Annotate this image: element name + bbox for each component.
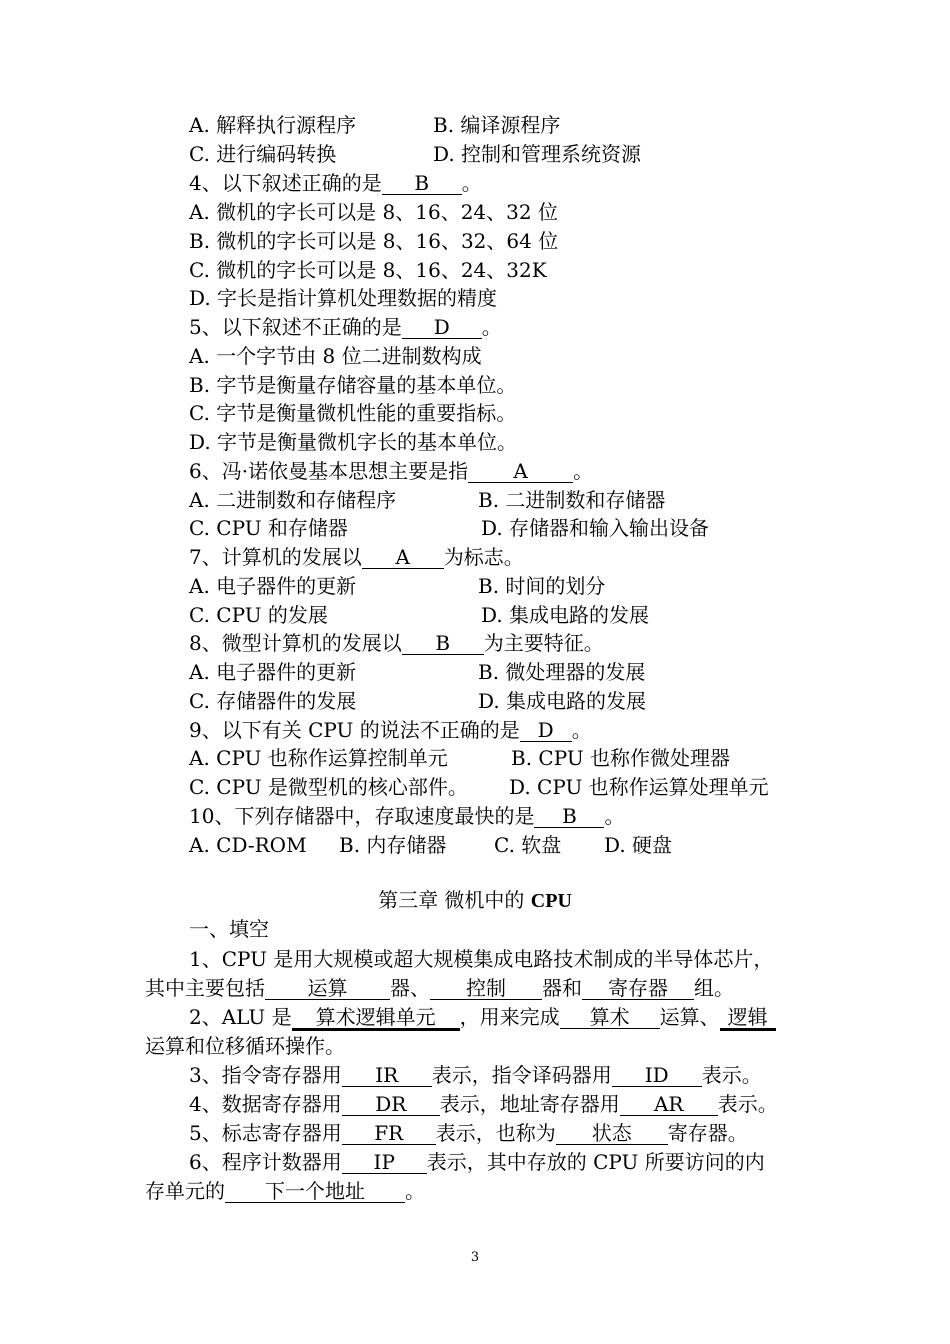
fill1-mid1: 器、: [390, 976, 430, 1000]
fill5-answer-1: FR: [342, 1122, 436, 1145]
q7-option-d: D. 集成电路的发展: [481, 603, 650, 627]
fill4-prefix: 4、数据寄存器用: [189, 1092, 342, 1116]
chapter-title-text: 第三章 微机中的: [378, 888, 531, 912]
q9-prefix: 9、以下有关 CPU 的说法不正确的是: [189, 718, 520, 742]
q4-option-c: C. 微机的字长可以是 8、16、24、32K: [189, 258, 547, 282]
q7-answer-blank: A: [362, 546, 444, 569]
fill5-mid: 表示，也称为: [435, 1121, 556, 1145]
q5-option-a: A. 一个字节由 8 位二进制数构成: [189, 344, 482, 368]
page-number: 3: [470, 1250, 480, 1265]
q9-option-c: C. CPU 是微型机的核心部件。: [189, 775, 468, 799]
q5-option-b: B. 字节是衡量存储容量的基本单位。: [189, 373, 517, 397]
fill6-mid: 表示，其中存放的 CPU 所要访问的内: [426, 1150, 765, 1174]
q7-question: [189, 544, 524, 570]
q4-option-b: B. 微机的字长可以是 8、16、32、64 位: [189, 229, 559, 253]
fill6-line2: [145, 1178, 425, 1204]
q5-suffix: 。: [481, 315, 502, 339]
q10-question: [189, 803, 624, 829]
fill4-end: 表示。: [717, 1092, 778, 1116]
chapter-title: [0, 887, 950, 914]
fill1-end: 组。: [694, 976, 734, 1000]
q10-option-d: D. 硬盘: [604, 833, 673, 857]
q8-question: [189, 630, 604, 656]
fill4-mid: 表示，地址寄存器用: [439, 1092, 620, 1116]
q10-option-a: A. CD-ROM: [189, 833, 307, 857]
q4-prefix: 4、以下叙述正确的是: [189, 171, 382, 195]
q6-prefix: 6、冯·诺依曼基本思想主要是指: [189, 459, 469, 483]
q9-suffix: 。: [571, 718, 592, 742]
fill2-answer-1: 算术逻辑单元: [292, 1006, 460, 1031]
fill5-answer-2: 状态: [556, 1122, 668, 1145]
q5-question: [189, 314, 502, 340]
fill2-line1: [189, 1004, 776, 1031]
fill3-end: 表示。: [701, 1063, 762, 1087]
q6-option-c: C. CPU 和存储器: [189, 516, 348, 540]
fill4-answer-1: DR: [342, 1093, 440, 1116]
q4-question: [189, 170, 482, 196]
q9-option-d: D. CPU 也称作运算处理单元: [509, 775, 769, 799]
q3-option-c: C. 进行编码转换: [189, 142, 337, 166]
fill1-answer-3: 寄存器: [582, 977, 694, 1000]
fill1-prefix: 其中主要包括: [145, 976, 265, 1000]
fill1-answer-1: 运算: [265, 977, 390, 1000]
q3-option-d: D. 控制和管理系统资源: [433, 142, 642, 166]
fill1-line1: 1、CPU 是用大规模或超大规模集成电路技术制成的半导体芯片，: [189, 947, 774, 971]
q5-prefix: 5、以下叙述不正确的是: [189, 315, 402, 339]
fill6-end: 。: [405, 1179, 425, 1203]
fill5-line: [189, 1120, 748, 1146]
fill6-prefix2: 存单元的: [145, 1179, 225, 1203]
q9-question: [189, 717, 592, 743]
fill2-mid2: 运算、: [659, 1005, 720, 1029]
q7-option-a: A. 电子器件的更新: [189, 574, 357, 598]
fill6-line1: [189, 1149, 765, 1175]
fill1-mid2: 器和: [542, 976, 582, 1000]
fill3-answer-2: ID: [612, 1064, 702, 1087]
q10-option-b: B. 内存储器: [339, 833, 447, 857]
fill6-answer-1: IP: [342, 1151, 427, 1174]
fill2-mid1: ，用来完成: [459, 1005, 560, 1029]
fill2-prefix: 2、ALU 是: [189, 1005, 292, 1029]
q4-suffix: 。: [461, 171, 482, 195]
q10-prefix: 10、下列存储器中，存取速度最快的是: [189, 804, 535, 828]
q6-suffix: 。: [573, 459, 594, 483]
q4-answer-blank: B: [382, 172, 462, 195]
fill2-line2: 运算和位移循环操作。: [145, 1034, 345, 1058]
q5-answer-blank: D: [402, 316, 482, 339]
fill2-answer-2: 算术: [560, 1006, 660, 1029]
q5-option-c: C. 字节是衡量微机性能的重要指标。: [189, 401, 517, 425]
fill5-end: 寄存器。: [667, 1121, 748, 1145]
fill1-answer-2: 控制: [430, 977, 542, 1000]
q6-option-d: D. 存储器和输入输出设备: [481, 516, 710, 540]
q4-option-a: A. 微机的字长可以是 8、16、24、32 位: [189, 200, 558, 224]
q9-answer-blank: D: [520, 719, 572, 742]
q8-option-d: D. 集成电路的发展: [478, 689, 647, 713]
fill4-answer-2: AR: [620, 1093, 718, 1116]
q8-prefix: 8、微型计算机的发展以: [189, 631, 402, 655]
q6-option-b: B. 二进制数和存储器: [478, 488, 666, 512]
q8-answer-blank: B: [402, 632, 484, 655]
q5-option-d: D. 字节是衡量微机字长的基本单位。: [189, 430, 518, 454]
q8-option-a: A. 电子器件的更新: [189, 660, 357, 684]
q10-answer-blank: B: [534, 805, 604, 828]
q7-option-b: B. 时间的划分: [478, 574, 606, 598]
fill3-line: [189, 1062, 762, 1088]
fill3-mid: 表示，指令译码器用: [431, 1063, 612, 1087]
q8-suffix: 为主要特征。: [483, 631, 604, 655]
q7-suffix: 为标志。: [443, 545, 524, 569]
fill6-prefix: 6、程序计数器用: [189, 1150, 342, 1174]
q7-prefix: 7、计算机的发展以: [189, 545, 362, 569]
fill3-answer-1: IR: [342, 1064, 432, 1087]
fill6-answer-2: 下一个地址: [225, 1180, 405, 1203]
q6-option-a: A. 二进制数和存储程序: [189, 488, 397, 512]
q3-option-b: B. 编译源程序: [433, 113, 561, 137]
fill2-answer-3: 逻辑: [720, 1006, 776, 1031]
q10-option-c: C. 软盘: [494, 833, 562, 857]
q8-option-b: B. 微处理器的发展: [478, 660, 646, 684]
q10-suffix: 。: [604, 804, 625, 828]
chapter-title-cpu: CPU: [530, 890, 572, 912]
q6-question: [189, 458, 593, 484]
q9-option-a: A. CPU 也称作运算控制单元: [189, 746, 448, 770]
section-heading: 一、填空: [189, 917, 269, 941]
q8-option-c: C. 存储器件的发展: [189, 689, 357, 713]
fill5-prefix: 5、标志寄存器用: [189, 1121, 342, 1145]
q6-answer-blank: A: [468, 460, 573, 483]
q3-option-a: A. 解释执行源程序: [189, 113, 357, 137]
q9-option-b: B. CPU 也称作微处理器: [511, 746, 731, 770]
q7-option-c: C. CPU 的发展: [189, 603, 328, 627]
fill3-prefix: 3、指令寄存器用: [189, 1063, 342, 1087]
fill1-line2: [145, 975, 734, 1001]
fill4-line: [189, 1091, 778, 1117]
q4-option-d: D. 字长是指计算机处理数据的精度: [189, 286, 498, 310]
